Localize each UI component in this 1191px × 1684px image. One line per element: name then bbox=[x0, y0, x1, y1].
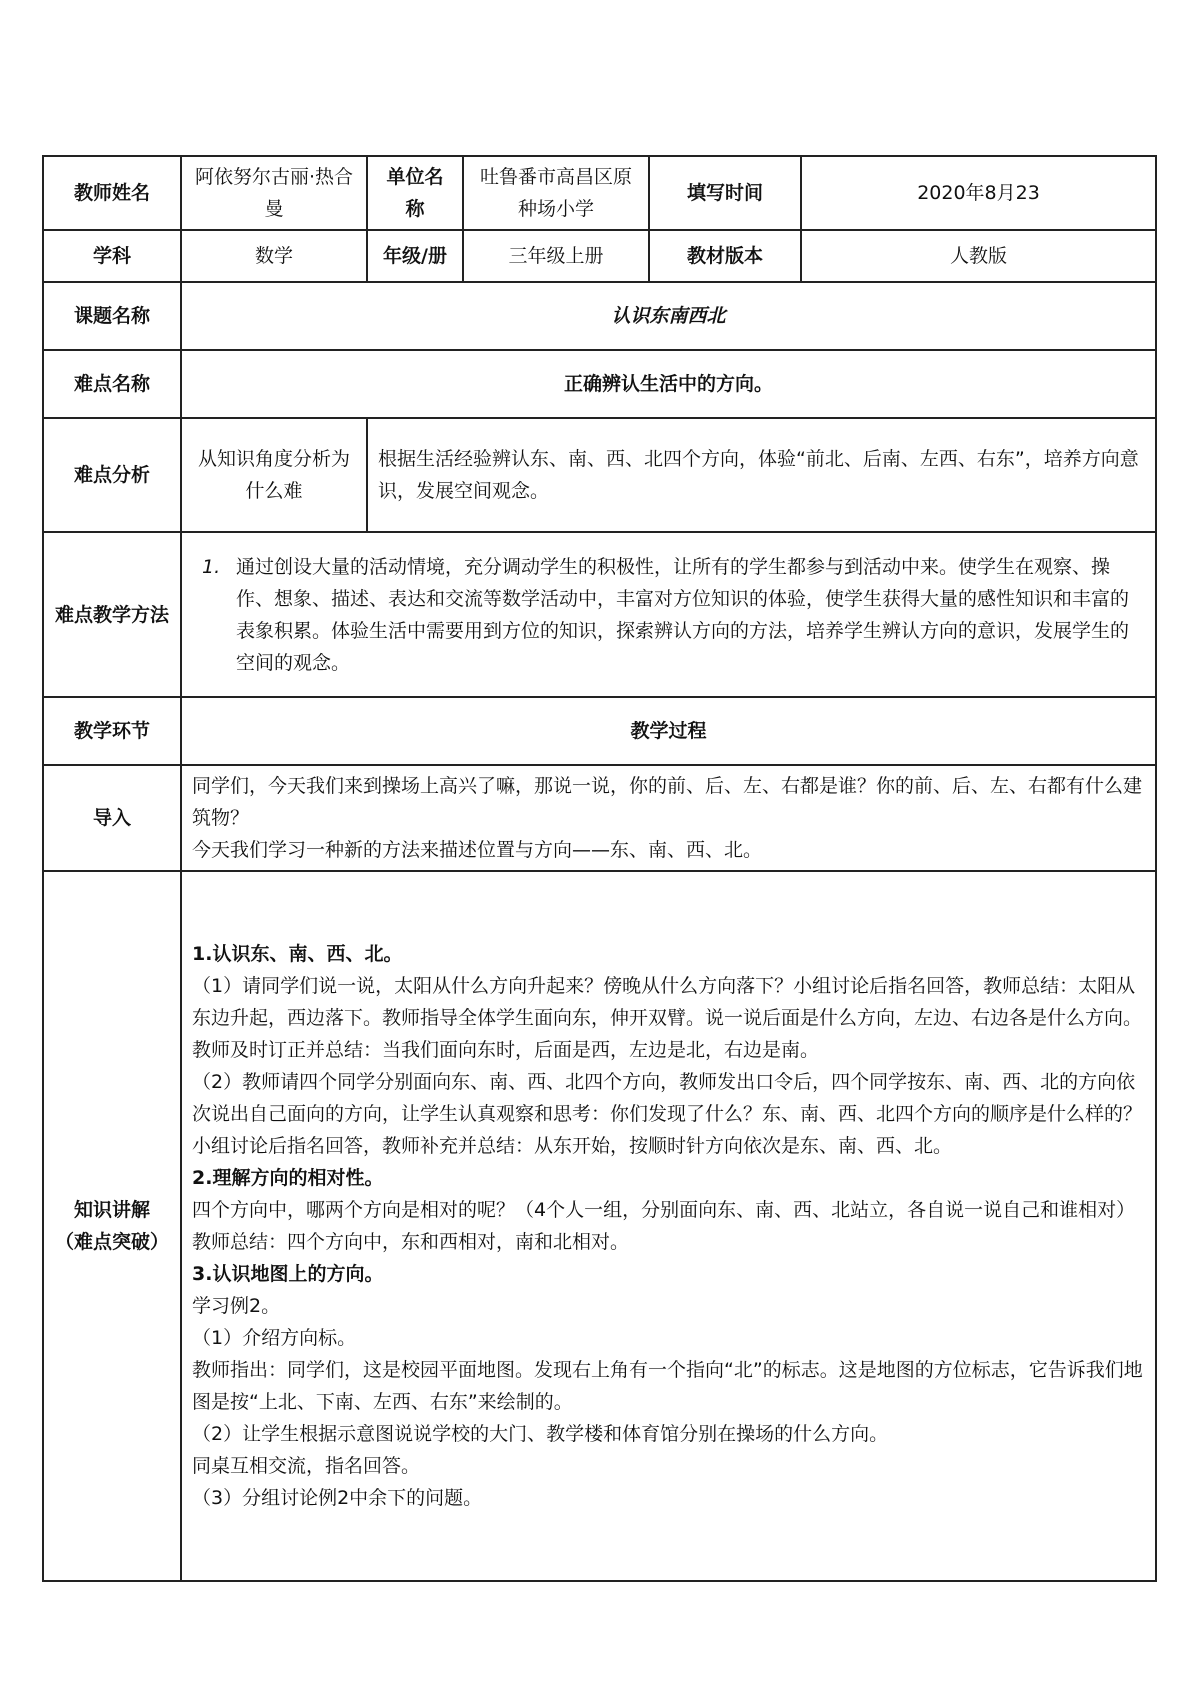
section-heading-2: 2.理解方向的相对性。 bbox=[192, 1167, 384, 1189]
section-heading-1: 1.认识东、南、西、北。 bbox=[192, 943, 403, 965]
intro-line-2: 今天我们学习一种新的方法来描述位置与方向——东、南、西、北。 bbox=[192, 839, 763, 861]
edition-label: 教材版本 bbox=[649, 230, 801, 282]
knowledge-paragraph: （2）教师请四个同学分别面向东、南、西、北四个方向，教师发出口令后，四个同学按东、南、西、北的方向依次说出自己面向的方向，让学生认真观察和思考：你们发现了什么？东、南、西、北四个方向的顺序是什么样的？ bbox=[192, 1071, 1143, 1125]
knowledge-paragraph: 学习例2。 bbox=[192, 1295, 281, 1317]
knowledge-label-line-1: 知识讲解 bbox=[73, 1199, 150, 1221]
method-item bbox=[192, 551, 1145, 679]
intro-content bbox=[181, 765, 1156, 871]
unit-label: 单位名称 bbox=[367, 156, 463, 230]
intro-row bbox=[43, 765, 1156, 871]
section-heading-3: 3.认识地图上的方向。 bbox=[192, 1263, 384, 1285]
analysis-content: 根据生活经验辨认东、南、西、北四个方向，体验“前北、后南、左西、右东”，培养方向意识，发展空间观念。 bbox=[367, 418, 1156, 532]
steps-label: 教学环节 bbox=[43, 697, 181, 765]
knowledge-content bbox=[181, 871, 1156, 1581]
difficulty-label: 难点名称 bbox=[43, 350, 181, 418]
analysis-row bbox=[43, 418, 1156, 532]
intro-label: 导入 bbox=[43, 765, 181, 871]
method-number: 1. bbox=[202, 555, 221, 578]
unit-name: 吐鲁番市高昌区原种场小学 bbox=[463, 156, 649, 230]
subject-row bbox=[43, 230, 1156, 282]
steps-value: 教学过程 bbox=[181, 697, 1156, 765]
grade-label: 年级/册 bbox=[367, 230, 463, 282]
knowledge-paragraph: （1）介绍方向标。 bbox=[192, 1327, 357, 1349]
knowledge-paragraph: （2）让学生根据示意图说说学校的大门、教学楼和体育馆分别在操场的什么方向。 bbox=[192, 1423, 889, 1445]
knowledge-paragraph: 教师指出：同学们，这是校园平面地图。发现右上角有一个指向“北”的标志。这是地图的方位标志，它告诉我们地图是按“上北、下南、左西、右东”来绘制的。 bbox=[192, 1359, 1143, 1413]
header-row bbox=[43, 156, 1156, 230]
knowledge-label bbox=[43, 871, 181, 1581]
date-label: 填写时间 bbox=[649, 156, 801, 230]
method-cell bbox=[181, 532, 1156, 697]
method-label: 难点教学方法 bbox=[43, 532, 181, 697]
method-content: 通过创设大量的活动情境，充分调动学生的积极性，让所有的学生都参与到活动中来。使学生在观察、操作、想象、描述、表达和交流等数学活动中，丰富对方位知识的体验，使学生获得大量的感性知识和丰富的表象积累。体验生活中需要用到方位的知识，探索辨认方向的方法，培养学生辨认方向的意识，发展学生的空间的观念。 bbox=[236, 555, 1130, 674]
teacher-name: 阿依努尔古丽·热合曼 bbox=[181, 156, 367, 230]
analysis-sub-label: 从知识角度分析为什么难 bbox=[181, 418, 367, 532]
knowledge-paragraph: 小组讨论后指名回答，教师补充并总结：从东开始，按顺时针方向依次是东、南、西、北。 bbox=[192, 1135, 953, 1157]
subject-label: 学科 bbox=[43, 230, 181, 282]
topic-label: 课题名称 bbox=[43, 282, 181, 350]
analysis-label: 难点分析 bbox=[43, 418, 181, 532]
difficulty-value: 正确辨认生活中的方向。 bbox=[181, 350, 1156, 418]
knowledge-paragraph: 教师及时订正并总结：当我们面向东时，后面是西，左边是北，右边是南。 bbox=[192, 1039, 820, 1061]
knowledge-row bbox=[43, 871, 1156, 1581]
teacher-label: 教师姓名 bbox=[43, 156, 181, 230]
knowledge-label-line-2: （难点突破） bbox=[54, 1231, 169, 1253]
difficulty-row bbox=[43, 350, 1156, 418]
knowledge-paragraph: 同桌互相交流，指名回答。 bbox=[192, 1455, 421, 1477]
subject-value: 数学 bbox=[181, 230, 367, 282]
topic-value: 认识东南西北 bbox=[181, 282, 1156, 350]
date-value: 2020年8月23 bbox=[801, 156, 1156, 230]
grade-value: 三年级上册 bbox=[463, 230, 649, 282]
topic-row bbox=[43, 282, 1156, 350]
edition-value: 人教版 bbox=[801, 230, 1156, 282]
knowledge-paragraph: 教师总结：四个方向中，东和西相对，南和北相对。 bbox=[192, 1231, 630, 1253]
knowledge-paragraph: 四个方向中，哪两个方向是相对的呢？（4个人一组，分别面向东、南、西、北站立，各自说一说自己和谁相对） bbox=[192, 1199, 1136, 1221]
knowledge-paragraph: （3）分组讨论例2中余下的问题。 bbox=[192, 1487, 483, 1509]
intro-line-1: 同学们，今天我们来到操场上高兴了嘛，那说一说，你的前、后、左、右都是谁？你的前、后、左、右都有什么建筑物？ bbox=[192, 775, 1143, 829]
steps-row bbox=[43, 697, 1156, 765]
knowledge-paragraph: （1）请同学们说一说，太阳从什么方向升起来？傍晚从什么方向落下？小组讨论后指名回答，教师总结：太阳从东边升起，西边落下。教师指导全体学生面向东，伸开双臂。说一说后面是什么方向，左边、右边各是什么方向。 bbox=[192, 975, 1143, 1029]
method-row bbox=[43, 532, 1156, 697]
lesson-plan-table bbox=[42, 155, 1157, 1582]
